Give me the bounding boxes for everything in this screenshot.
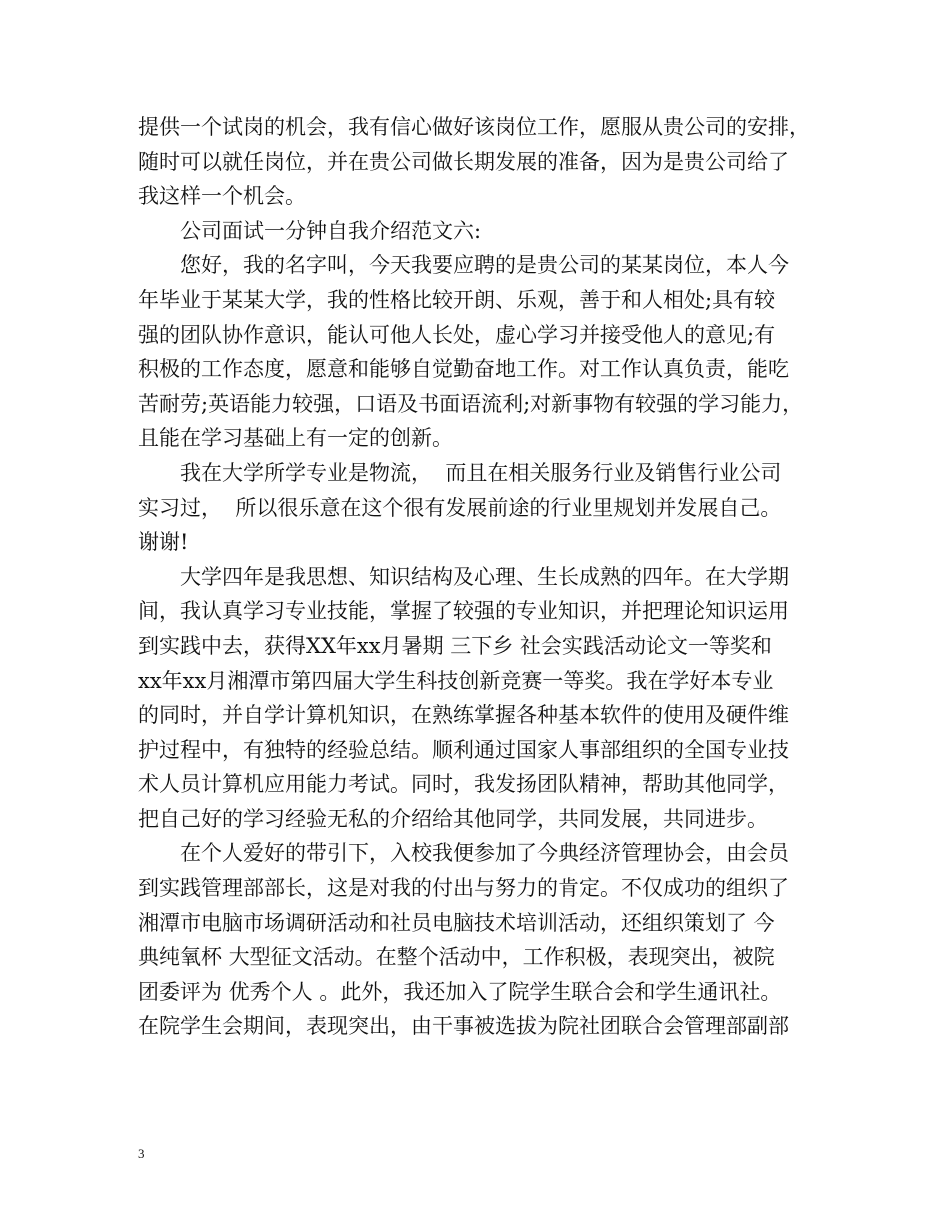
text-line: 术人员计算机应用能力考试。同时，我发扬团队精神，帮助其他同学， [138,772,789,797]
text-line: 在个人爱好的带引下，入校我便参加了今典经济管理协会，由会员 [180,841,789,866]
text-line: 护过程中，有独特的经验总结。顺利通过国家人事部组织的全国专业技 [138,737,789,762]
text-line: 把自己好的学习经验无私的介绍给其他同学，共同发展，共同进步。 [138,806,768,831]
text-line: 在院学生会期间，表现突出，由干事被选拔为院社团联合会管理部副部 [138,1014,789,1039]
body-text [138,110,818,1044]
text-line: 年毕业于某某大学，我的性格比较开朗、乐观，善于和人相处;具有较 [138,287,776,312]
text-line: 强的团队协作意识，能认可他人长处，虚心学习并接受他人的意见;有 [138,322,776,347]
text-line: 您好，我的名字叫，今天我要应聘的是贵公司的某某岗位，本人今 [180,253,789,278]
text-line: 公司面试一分钟自我介绍范文六: [180,218,482,243]
text-line: 我在大学所学专业是物流， 而且在相关服务行业及销售行业公司 [180,460,782,485]
text-line: 间，我认真学习专业技能，掌握了较强的专业知识，并把理论知识运用 [138,599,789,624]
text-line: xx年xx月湘潭市第四届大学生科技创新竞赛一等奖。我在学好本专业 [138,668,774,693]
text-line: 实习过， 所以很乐意在这个很有发展前途的行业里规划并发展自己。 [138,495,782,520]
text-line: 积极的工作态度，愿意和能够自觉勤奋地工作。对工作认真负责，能吃 [138,357,789,382]
text-line: 苦耐劳;英语能力较强，口语及书面语流利;对新事物有较强的学习能力， [138,391,804,416]
page-number: 3 [138,1146,145,1161]
text-line: 到实践中去，获得XX年xx月暑期 三下乡 社会实践活动论文一等奖和 [138,633,772,658]
text-line: 我这样一个机会。 [138,184,306,209]
text-line: 到实践管理部部长，这是对我的付出与努力的肯定。不仅成功的组织了 [138,876,789,901]
text-line: 团委评为 优秀个人 。此外，我还加入了院学生联合会和学生通讯社。 [138,979,782,1004]
text-line: 的同时，并自学计算机知识，在熟练掌握各种基本软件的使用及硬件维 [138,703,789,728]
text-line: 湘潭市电脑市场调研活动和社员电脑技术培训活动，还组织策划了 今 [138,910,775,935]
text-line: 提供一个试岗的机会，我有信心做好该岗位工作，愿服从贵公司的安排， [138,115,810,139]
text-line: 谢谢! [138,530,189,555]
text-line: 随时可以就任岗位，并在贵公司做长期发展的准备，因为是贵公司给了 [138,149,789,174]
text-line: 大学四年是我思想、知识结构及心理、生长成熟的四年。在大学期 [180,564,789,589]
text-line: 典纯氧杯 大型征文活动。在整个活动中，工作积极，表现突出，被院 [138,945,775,970]
text-line: 且能在学习基础上有一定的创新。 [138,426,453,451]
